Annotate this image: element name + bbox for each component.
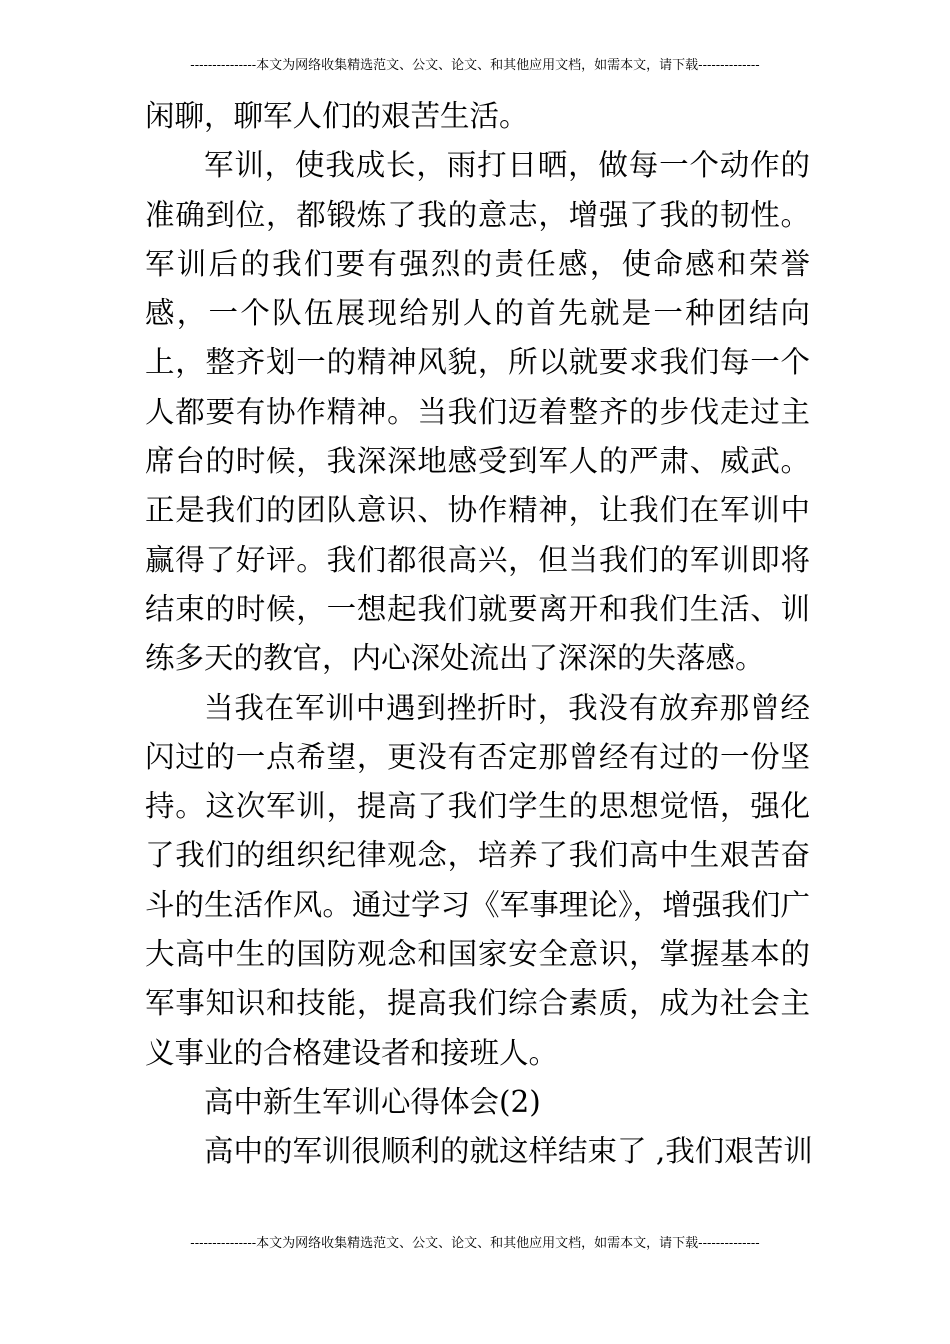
header-banner: ---------------本文为网络收集精选范文、公文、论文、和其他应用文档，如需本文，请下载--------------	[190, 58, 760, 73]
paragraph-start: 高中的军训很顺利的就这样结束了 ,我们艰苦训	[204, 1134, 813, 1169]
paragraph-growth: 军训，使我成长，雨打日晒，做每一个动作的准确到位，都锻炼了我的意志，增强了我的韧性。军训后的我们要有强烈的责任感，使命感和荣誉感，一个队伍展现给别人的首先就是一种团结向上，整齐划一的精神风貌，所以就要求我们每一个人都要有协作精神。当我们迈着整齐的步伐走过主席台的时候，我深深地感受到军人的严肃、威武。正是我们的团队意识、协作精神，让我们在军训中赢得了好评。我们都很高兴，但当我们的军训即将结束的时候，一想起我们就要离开和我们生活、训练多天的教官，内心深处流出了深深的失落感。	[145, 148, 810, 676]
footer-banner: ---------------本文为网络收集精选范文、公文、论文、和其他应用文档，如需本文，请下载--------------	[190, 1236, 760, 1251]
paragraph-continuation: 闲聊，聊军人们的艰苦生活。	[145, 99, 529, 133]
document-body	[145, 92, 813, 1177]
section-title: 高中新生军训心得体会(2)	[204, 1084, 541, 1119]
paragraph-setbacks: 当我在军训中遇到挫折时，我没有放弃那曾经闪过的一点希望，更没有否定那曾经有过的一份坚持。这次军训，提高了我们学生的思想觉悟，强化了我们的组织纪律观念，培养了我们高中生艰苦奋斗的生活作风。通过学习《军事理论》，增强我们广大高中生的国防观念和国家安全意识，掌握基本的军事知识和技能，提高我们综合素质，成为社会主义事业的合格建设者和接班人。	[145, 690, 810, 1070]
